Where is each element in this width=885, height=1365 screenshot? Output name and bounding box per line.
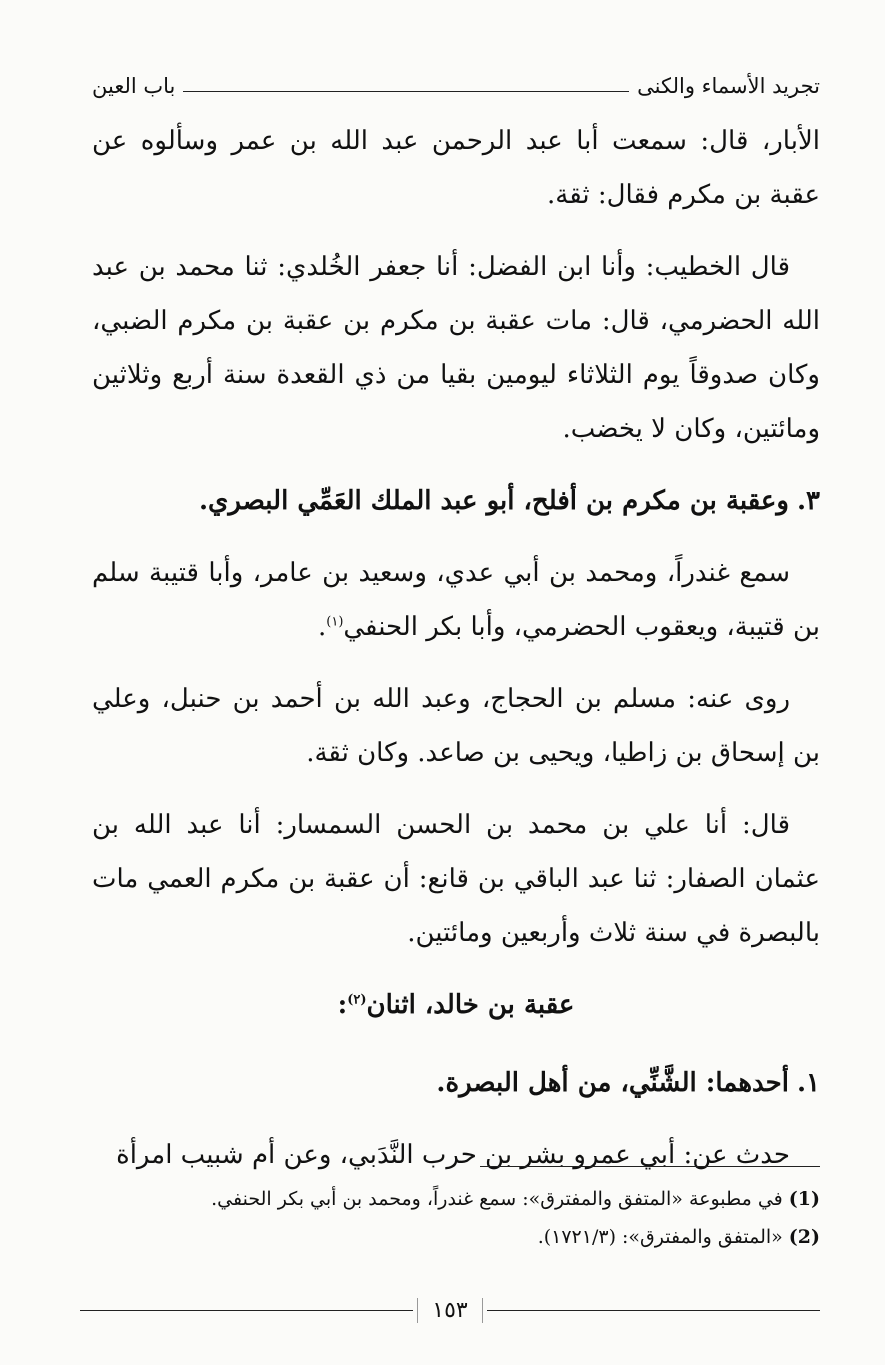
entry-1-title: أحدهما: الشَّنِّي، من أهل البصرة. [436, 1068, 789, 1098]
footer-rule-right [487, 1310, 820, 1311]
paragraph-5: قال: أنا علي بن محمد بن الحسن السمسار: أنا عبد الله بن عثمان الصفار: ثنا عبد الباقي بن قانع: أن عقبة بن مكرم العمي مات بالبصرة في سنة ثلاث وأربعين ومائتين. [92, 810, 820, 948]
footnote-1 [92, 1180, 820, 1218]
main-text [92, 114, 820, 1200]
entry-1-heading [92, 1056, 820, 1110]
paragraph-2: قال الخطيب: وأنا ابن الفضل: أنا جعفر الخُلدي: ثنا محمد بن عبد الله الحضرمي، قال: مات عقبة بن مكرم بن عقبة بن مكرم الضبي، وكان صدوقاً يوم الثلاثاء ليومين بقيا من ذي القعدة سنة أربع وثلاثين ومائتين، وكان لا يخضب. [92, 252, 820, 444]
entry-1-number: ١. [796, 1068, 820, 1098]
book-title: تجريد الأسماء والكنى [637, 74, 820, 98]
paragraph-1: الأبار، قال: سمعت أبا عبد الرحمن عبد الله بن عمر وسألوه عن عقبة بن مكرم فقال: ثقة. [92, 126, 820, 210]
section-title [92, 978, 820, 1032]
entry-3-title: وعقبة بن مكرم بن أفلح، أبو عبد الملك العَمِّي البصري. [199, 486, 789, 516]
footnote-2 [92, 1218, 820, 1256]
paragraph-4: روى عنه: مسلم بن الحجاج، وعبد الله بن أحمد بن حنبل، وعلي بن إسحاق بن زاطيا، ويحيى بن صاعد. وكان ثقة. [92, 684, 820, 768]
footnote-1-number: (1) [788, 1188, 820, 1210]
paragraph-6: حدث عن: أبي عمرو بشر بن حرب النَّدَبي، وعن أم شبيب امرأة [116, 1140, 790, 1170]
footer-rule-left [80, 1310, 413, 1311]
paragraph-3-text: سمع غندراً، ومحمد بن أبي عدي، وسعيد بن عامر، وأبا قتيبة سلم بن قتيبة، ويعقوب الحضرمي، وأبا بكر الحنفي [92, 558, 820, 642]
page-footer [80, 1290, 820, 1330]
footnote-1-text: في مطبوعة «المتفق والمفترق»: سمع غندراً، ومحمد بن أبي بكر الحنفي. [211, 1188, 783, 1210]
section-title-colon: : [337, 990, 348, 1020]
paragraph-3-end: . [317, 612, 327, 642]
chapter-title: باب العين [92, 74, 176, 98]
running-header [92, 58, 820, 98]
page-number: ١٥٣ [417, 1298, 482, 1323]
footnote-2-text: «المتفق والمفترق»: (١٧٢١/٣). [537, 1226, 783, 1248]
footnote-separator [480, 1166, 820, 1167]
header-rule [183, 91, 629, 92]
paragraph-3 [92, 546, 820, 654]
footnotes [92, 1180, 820, 1256]
section-title-text: عقبة بن خالد، اثنان [366, 990, 575, 1020]
footnote-ref-2[interactable]: (٢) [347, 992, 367, 1008]
entry-3-heading [92, 474, 820, 528]
entry-3-number: ٣. [796, 486, 820, 516]
footnote-ref-1[interactable]: (١) [326, 614, 344, 630]
footnote-2-number: (2) [788, 1226, 820, 1248]
